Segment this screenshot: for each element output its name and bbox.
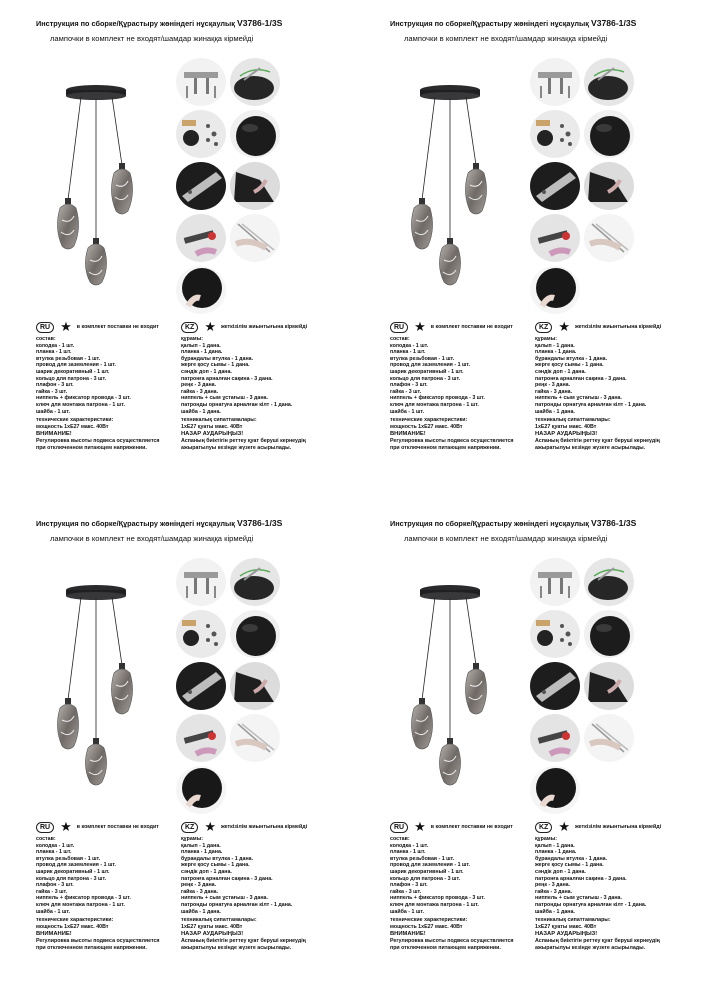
wire-fixing-image xyxy=(230,714,280,762)
kz-badge: KZ xyxy=(181,822,198,833)
document-title: Инструкция по сборке/Құрастыру жөніндегі нұсқаулық V3786-1/3S xyxy=(390,18,637,28)
ru-item: шайба - 1 шт. xyxy=(36,408,70,415)
instruction-sheet xyxy=(354,500,707,1000)
kz-item: шайба - 1 дана. xyxy=(181,408,221,415)
parts-kit-image xyxy=(530,610,580,658)
kz-not-included-note: жеткізілім жиынтығына кірмейді xyxy=(221,324,308,330)
ru-instructions xyxy=(36,336,186,451)
kz-warning-heading: НАЗАР АУДАРЫҢЫЗ! xyxy=(181,931,244,938)
mounting-bracket-screws-image xyxy=(176,58,226,106)
cable-adjust-image xyxy=(230,162,280,210)
model-number: V3786-1/3S xyxy=(590,18,637,28)
canopy-wiring-image xyxy=(584,558,634,606)
kz-specs-heading: техникалық сипаттамалары: xyxy=(181,917,257,924)
kz-not-included-note: жеткізілім жиынтығына кірмейді xyxy=(221,824,308,830)
ru-item: гайка - 3 шт. xyxy=(36,888,68,895)
ru-item: провод для заземления - 1 шт. xyxy=(36,862,117,869)
wire-fixing-image xyxy=(584,214,634,262)
kz-warning-heading: НАЗАР АУДАРЫҢЫЗ! xyxy=(535,931,598,938)
ru-item: шарик декоративный - 1 шт. xyxy=(390,368,464,375)
ru-warning-line: при отключенном питающем напряжении. xyxy=(390,944,501,951)
star-icon: ★ xyxy=(204,819,216,834)
kz-instructions xyxy=(535,836,685,951)
ru-item: ключ для монтажа патрона - 1 шт. xyxy=(36,901,125,908)
kz-warning-line: ажыратылуы кезінде жүзеге асырылады. xyxy=(535,944,646,951)
mounting-bracket-screws-image xyxy=(530,58,580,106)
ru-item: ключ для монтажа патрона - 1 шт. xyxy=(36,401,125,408)
kz-warning-heading: НАЗАР АУДАРЫҢЫЗ! xyxy=(535,431,598,438)
ru-item: шарик декоративный - 1 шт. xyxy=(36,868,110,875)
kz-item: планка - 1 дана. xyxy=(535,849,577,856)
ru-instructions xyxy=(390,836,540,951)
instruction-sheet xyxy=(0,500,353,1000)
ru-header xyxy=(36,820,159,834)
ru-item: ниппель + фиксатор провода - 3 шт. xyxy=(390,395,485,402)
ru-item: кольцо для патрона - 3 шт. xyxy=(390,875,461,882)
ru-item: ключ для монтажа патрона - 1 шт. xyxy=(390,401,479,408)
model-number: V3786-1/3S xyxy=(236,518,283,528)
kz-composition-heading: құрамы: xyxy=(535,836,557,842)
kz-item: бұрандалы втулка - 1 дана. xyxy=(181,855,254,862)
document-subtitle: лампочки в комплект не входят/шамдар жинаққа кірмейді xyxy=(404,34,608,43)
kz-header xyxy=(181,320,307,334)
ru-header xyxy=(390,820,513,834)
cable-adjust-image xyxy=(584,662,634,710)
kz-item: гайка - 3 дана. xyxy=(181,888,219,895)
ru-not-included-note: в комплект поставки не входит xyxy=(76,324,159,330)
ru-item: кольцо для патрона - 3 шт. xyxy=(390,375,461,382)
kz-item: қалып - 1 дана. xyxy=(535,842,575,849)
ru-item: ниппель + фиксатор провода - 3 шт. xyxy=(36,895,131,902)
ru-warning-heading: ВНИМАНИЕ! xyxy=(390,431,426,438)
bracket-install-image xyxy=(176,162,226,210)
kz-item: реңк - 3 дана. xyxy=(535,882,571,889)
canopy-wiring-image xyxy=(584,58,634,106)
kz-header xyxy=(535,320,661,334)
kz-item: бұрандалы втулка - 1 дана. xyxy=(535,355,608,362)
parts-kit-image xyxy=(176,110,226,158)
ru-item: втулка резьбовая - 1 шт. xyxy=(390,355,455,362)
kz-warning-line: Аспаның биіктігін реттеу қуат беруші кернеудің xyxy=(181,437,306,444)
ru-warning-heading: ВНИМАНИЕ! xyxy=(36,431,72,438)
ru-not-included-note: в комплект поставки не входит xyxy=(430,324,513,330)
instruction-sheet xyxy=(0,0,353,500)
ru-badge: RU xyxy=(390,822,408,833)
star-icon: ★ xyxy=(558,819,570,834)
ru-warning-line: Регулировка высоты подвеса осуществляется xyxy=(36,437,160,444)
ru-composition-heading: состав: xyxy=(390,336,410,342)
ru-item: планка - 1 шт. xyxy=(36,349,72,356)
kz-item: шайба - 1 дана. xyxy=(535,408,575,415)
kz-header xyxy=(181,820,307,834)
kz-specs-heading: техникалық сипаттамалары: xyxy=(181,417,257,424)
star-icon: ★ xyxy=(558,319,570,334)
ru-item: втулка резьбовая - 1 шт. xyxy=(36,355,101,362)
kz-warning-line: ажыратылуы кезінде жүзеге асырылады. xyxy=(535,444,646,451)
kz-warning-line: Аспаның биіктігін реттеу қуат беруші кернеудің xyxy=(181,937,306,944)
kz-not-included-note: жеткізілім жиынтығына кірмейді xyxy=(575,324,662,330)
kz-item: сәндік доп - 1 дана. xyxy=(535,868,586,875)
kz-warning-line: Аспаның биіктігін реттеу қуат беруші кернеудің xyxy=(535,937,660,944)
ru-item: колодка - 1 шт. xyxy=(36,342,75,349)
assembly-steps xyxy=(176,58,282,318)
final-mount-image xyxy=(530,766,580,814)
kz-item: гайка - 3 дана. xyxy=(535,888,573,895)
ru-warning-line: при отключенном питающем напряжении. xyxy=(390,444,501,451)
ru-instructions xyxy=(36,836,186,951)
final-mount-image xyxy=(176,266,226,314)
star-icon: ★ xyxy=(60,819,72,834)
pendant-lamp-illustration xyxy=(46,80,146,290)
ru-warning-heading: ВНИМАНИЕ! xyxy=(390,931,426,938)
ru-item: колодка - 1 шт. xyxy=(36,842,75,849)
ru-item: гайка - 3 шт. xyxy=(36,388,68,395)
ru-item: колодка - 1 шт. xyxy=(390,342,429,349)
kz-badge: KZ xyxy=(535,322,552,333)
ru-item: провод для заземления - 1 шт. xyxy=(390,862,471,869)
kz-item: реңк - 3 дана. xyxy=(181,382,217,389)
assembly-steps xyxy=(530,58,636,318)
kz-item: жерге қосу сымы - 1 дана. xyxy=(535,862,604,869)
ru-item: планка - 1 шт. xyxy=(390,349,426,356)
kz-item: патронға арналған сақина - 3 дана. xyxy=(535,375,627,382)
kz-specs: 1xE27 қуаты макс. 40Вт xyxy=(181,923,243,930)
ru-item: плафон - 3 шт. xyxy=(390,382,428,389)
ru-item: шарик декоративный - 1 шт. xyxy=(390,868,464,875)
socket-key-image xyxy=(176,214,226,262)
ru-specs-heading: технические характеристики: xyxy=(390,917,468,924)
ru-item: втулка резьбовая - 1 шт. xyxy=(390,855,455,862)
kz-item: ниппель + сым ұстағыш - 3 дана. xyxy=(535,895,622,902)
ru-specs: мощность 1xE27 макс. 40Вт xyxy=(390,423,463,430)
ru-badge: RU xyxy=(36,322,54,333)
final-mount-image xyxy=(176,766,226,814)
kz-specs-heading: техникалық сипаттамалары: xyxy=(535,917,611,924)
ru-item: плафон - 3 шт. xyxy=(36,382,74,389)
ru-warning-line: Регулировка высоты подвеса осуществляется xyxy=(390,937,514,944)
kz-specs: 1xE27 қуаты макс. 40Вт xyxy=(535,923,597,930)
socket-key-image xyxy=(530,214,580,262)
kz-warning-line: ажыратылуы кезінде жүзеге асырылады. xyxy=(181,944,292,951)
ru-item: гайка - 3 шт. xyxy=(390,388,422,395)
kz-warning-line: Аспаның биіктігін реттеу қуат беруші кернеудің xyxy=(535,437,660,444)
document-subtitle: лампочки в комплект не входят/шамдар жинаққа кірмейді xyxy=(404,534,608,543)
kz-not-included-note: жеткізілім жиынтығына кірмейді xyxy=(575,824,662,830)
kz-item: гайка - 3 дана. xyxy=(535,388,573,395)
kz-composition-heading: құрамы: xyxy=(181,336,203,342)
kz-badge: KZ xyxy=(535,822,552,833)
ru-badge: RU xyxy=(36,822,54,833)
kz-specs: 1xE27 қуаты макс. 40Вт xyxy=(535,423,597,430)
ru-item: ниппель + фиксатор провода - 3 шт. xyxy=(36,395,131,402)
ru-specs-heading: технические характеристики: xyxy=(390,417,468,424)
ru-item: шарик декоративный - 1 шт. xyxy=(36,368,110,375)
kz-item: патронға арналған сақина - 3 дана. xyxy=(535,875,627,882)
kz-instructions xyxy=(535,336,685,451)
ru-warning-line: Регулировка высоты подвеса осуществляется xyxy=(390,437,514,444)
kz-item: патронға арналған сақина - 3 дана. xyxy=(181,375,273,382)
ru-item: плафон - 3 шт. xyxy=(36,882,74,889)
kz-item: планка - 1 дана. xyxy=(535,349,577,356)
ru-item: планка - 1 шт. xyxy=(36,849,72,856)
document-subtitle: лампочки в комплект не входят/шамдар жинаққа кірмейді xyxy=(50,34,254,43)
bracket-install-image xyxy=(530,162,580,210)
ru-item: ключ для монтажа патрона - 1 шт. xyxy=(390,901,479,908)
socket-key-image xyxy=(530,714,580,762)
bracket-install-image xyxy=(530,662,580,710)
ru-item: втулка резьбовая - 1 шт. xyxy=(36,855,101,862)
star-icon: ★ xyxy=(414,819,426,834)
ru-warning-line: при отключенном питающем напряжении. xyxy=(36,444,147,451)
parts-kit-image xyxy=(176,610,226,658)
star-icon: ★ xyxy=(60,319,72,334)
kz-warning-heading: НАЗАР АУДАРЫҢЫЗ! xyxy=(181,431,244,438)
mounting-bracket-screws-image xyxy=(176,558,226,606)
model-number: V3786-1/3S xyxy=(590,518,637,528)
pendant-lamp-illustration xyxy=(400,580,500,790)
kz-item: қалып - 1 дана. xyxy=(535,342,575,349)
wire-fixing-image xyxy=(230,214,280,262)
ru-composition-heading: состав: xyxy=(36,836,56,842)
kz-item: шайба - 1 дана. xyxy=(535,908,575,915)
kz-item: планка - 1 дана. xyxy=(181,849,223,856)
kz-item: патронды орнатуға арналған кілт - 1 дана. xyxy=(181,901,293,908)
canopy-wiring-image xyxy=(230,558,280,606)
ru-warning-line: при отключенном питающем напряжении. xyxy=(36,944,147,951)
document-title: Инструкция по сборке/Құрастыру жөніндегі нұсқаулық V3786-1/3S xyxy=(36,18,283,28)
ru-specs: мощность 1xE27 макс. 40Вт xyxy=(36,423,109,430)
pendant-lamp-illustration xyxy=(46,580,146,790)
ru-badge: RU xyxy=(390,322,408,333)
ru-item: провод для заземления - 1 шт. xyxy=(36,362,117,369)
ru-item: кольцо для патрона - 3 шт. xyxy=(36,375,107,382)
kz-item: сәндік доп - 1 дана. xyxy=(535,368,586,375)
kz-badge: KZ xyxy=(181,322,198,333)
ru-instructions xyxy=(390,336,540,451)
kz-warning-line: ажыратылуы кезінде жүзеге асырылады. xyxy=(181,444,292,451)
ru-item: гайка - 3 шт. xyxy=(390,888,422,895)
kz-composition-heading: құрамы: xyxy=(181,836,203,842)
ru-not-included-note: в комплект поставки не входит xyxy=(430,824,513,830)
ru-warning-heading: ВНИМАНИЕ! xyxy=(36,931,72,938)
star-icon: ★ xyxy=(204,319,216,334)
kz-item: бұрандалы втулка - 1 дана. xyxy=(181,355,254,362)
canopy-base-image xyxy=(584,110,634,158)
bracket-install-image xyxy=(176,662,226,710)
assembly-steps xyxy=(176,558,282,818)
pendant-lamp-illustration xyxy=(400,80,500,290)
ru-item: колодка - 1 шт. xyxy=(390,842,429,849)
cable-adjust-image xyxy=(584,162,634,210)
ru-item: шайба - 1 шт. xyxy=(36,908,70,915)
kz-item: жерге қосу сымы - 1 дана. xyxy=(535,362,604,369)
kz-item: ниппель + сым ұстағыш - 3 дана. xyxy=(181,895,268,902)
model-number: V3786-1/3S xyxy=(236,18,283,28)
wire-fixing-image xyxy=(584,714,634,762)
kz-item: жерге қосу сымы - 1 дана. xyxy=(181,862,250,869)
kz-item: сәндік доп - 1 дана. xyxy=(181,368,232,375)
document-subtitle: лампочки в комплект не входят/шамдар жинаққа кірмейді xyxy=(50,534,254,543)
final-mount-image xyxy=(530,266,580,314)
ru-item: плафон - 3 шт. xyxy=(390,882,428,889)
kz-item: патронды орнатуға арналған кілт - 1 дана. xyxy=(535,401,647,408)
kz-specs-heading: техникалық сипаттамалары: xyxy=(535,417,611,424)
canopy-base-image xyxy=(230,610,280,658)
canopy-wiring-image xyxy=(230,58,280,106)
ru-composition-heading: состав: xyxy=(36,336,56,342)
document-title: Инструкция по сборке/Құрастыру жөніндегі нұсқаулық V3786-1/3S xyxy=(36,518,283,528)
kz-item: жерге қосу сымы - 1 дана. xyxy=(181,362,250,369)
kz-instructions xyxy=(181,836,331,951)
kz-item: реңк - 3 дана. xyxy=(181,882,217,889)
canopy-base-image xyxy=(584,610,634,658)
ru-not-included-note: в комплект поставки не входит xyxy=(76,824,159,830)
ru-specs: мощность 1xE27 макс. 40Вт xyxy=(390,923,463,930)
parts-kit-image xyxy=(530,110,580,158)
kz-specs: 1xE27 қуаты макс. 40Вт xyxy=(181,423,243,430)
ru-composition-heading: состав: xyxy=(390,836,410,842)
ru-specs: мощность 1xE27 макс. 40Вт xyxy=(36,923,109,930)
socket-key-image xyxy=(176,714,226,762)
kz-item: сәндік доп - 1 дана. xyxy=(181,868,232,875)
ru-item: планка - 1 шт. xyxy=(390,849,426,856)
ru-warning-line: Регулировка высоты подвеса осуществляется xyxy=(36,937,160,944)
kz-header xyxy=(535,820,661,834)
star-icon: ★ xyxy=(414,319,426,334)
ru-item: шайба - 1 шт. xyxy=(390,908,424,915)
canopy-base-image xyxy=(230,110,280,158)
kz-item: қалып - 1 дана. xyxy=(181,342,221,349)
kz-item: патронды орнатуға арналған кілт - 1 дана. xyxy=(181,401,293,408)
ru-item: шайба - 1 шт. xyxy=(390,408,424,415)
ru-item: ниппель + фиксатор провода - 3 шт. xyxy=(390,895,485,902)
ru-header xyxy=(390,320,513,334)
kz-item: патронға арналған сақина - 3 дана. xyxy=(181,875,273,882)
instruction-sheet xyxy=(354,0,707,500)
kz-item: планка - 1 дана. xyxy=(181,349,223,356)
assembly-steps xyxy=(530,558,636,818)
kz-item: бұрандалы втулка - 1 дана. xyxy=(535,855,608,862)
ru-specs-heading: технические характеристики: xyxy=(36,917,114,924)
kz-item: ниппель + сым ұстағыш - 3 дана. xyxy=(535,395,622,402)
kz-item: гайка - 3 дана. xyxy=(181,388,219,395)
ru-specs-heading: технические характеристики: xyxy=(36,417,114,424)
cable-adjust-image xyxy=(230,662,280,710)
kz-item: реңк - 3 дана. xyxy=(535,382,571,389)
kz-item: патронды орнатуға арналған кілт - 1 дана. xyxy=(535,901,647,908)
mounting-bracket-screws-image xyxy=(530,558,580,606)
document-title: Инструкция по сборке/Құрастыру жөніндегі нұсқаулық V3786-1/3S xyxy=(390,518,637,528)
kz-item: қалып - 1 дана. xyxy=(181,842,221,849)
kz-item: ниппель + сым ұстағыш - 3 дана. xyxy=(181,395,268,402)
ru-header xyxy=(36,320,159,334)
ru-item: кольцо для патрона - 3 шт. xyxy=(36,875,107,882)
ru-item: провод для заземления - 1 шт. xyxy=(390,362,471,369)
kz-item: шайба - 1 дана. xyxy=(181,908,221,915)
kz-composition-heading: құрамы: xyxy=(535,336,557,342)
kz-instructions xyxy=(181,336,331,451)
